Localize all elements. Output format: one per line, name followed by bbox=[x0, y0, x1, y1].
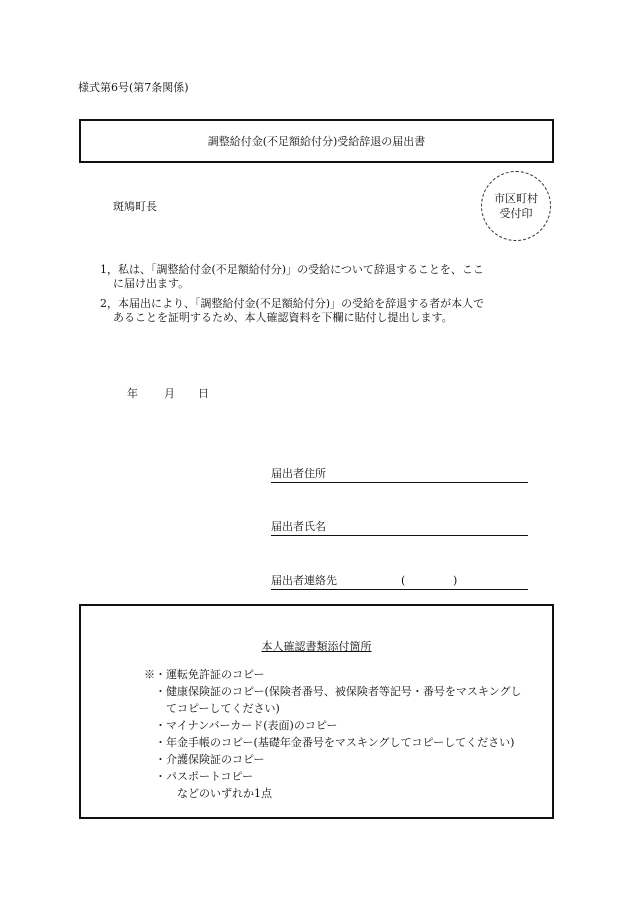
date-month: 月 bbox=[164, 387, 175, 400]
stamp-line2: 受付印 bbox=[499, 207, 533, 220]
statement-1-line1: 1，私は、「調整給付金(不足額給付分)」の受給について辞退することを、ここ bbox=[100, 263, 484, 276]
title-box bbox=[79, 119, 554, 163]
statement-2-line1: 2，本届出により、「調整給付金(不足額給付分)」の受給を辞退する者が本人で bbox=[100, 297, 485, 310]
address-label: 届出者住所 bbox=[271, 467, 326, 480]
name-field[interactable] bbox=[271, 520, 528, 536]
address-field[interactable] bbox=[271, 467, 528, 483]
id-document-list bbox=[144, 666, 522, 802]
date-year: 年 bbox=[127, 387, 138, 400]
form-title: 調整給付金(不足額給付分)受給辞退の届出書 bbox=[207, 135, 426, 148]
list-item: ・健康保険証のコピー(保険者番号、被保険者等記号・番号をマスキングし bbox=[155, 685, 522, 698]
attachment-heading-wrap bbox=[81, 638, 552, 654]
stamp-line1: 市区町村 bbox=[494, 192, 538, 205]
contact-label: 届出者連絡先 bbox=[271, 574, 337, 587]
contact-paren-open: ( bbox=[401, 574, 406, 587]
list-item: ・マイナンバーカード(表面)のコピー bbox=[155, 719, 338, 732]
reception-stamp-area bbox=[481, 171, 551, 241]
list-item: などのいずれか1点 bbox=[177, 787, 272, 800]
list-item: ・パスポートコピー bbox=[155, 770, 254, 783]
name-label: 届出者氏名 bbox=[271, 520, 326, 533]
date-day: 日 bbox=[198, 387, 209, 400]
statement-2-line2: あることを証明するため、本人確認資料を下欄に貼付し提出します。 bbox=[113, 311, 453, 324]
statement-1-line2: に届け出ます。 bbox=[113, 277, 190, 290]
attachment-heading: 本人確認書類添付箇所 bbox=[261, 640, 372, 653]
list-item: ・介護保険証のコピー bbox=[155, 753, 265, 766]
list-item: てコピーしてください) bbox=[166, 702, 280, 715]
contact-field[interactable] bbox=[271, 574, 528, 590]
list-item: ・年金手帳のコピー(基礎年金番号をマスキングしてコピーしてください) bbox=[155, 736, 515, 749]
form-number: 様式第6号(第7条関係) bbox=[78, 81, 189, 94]
list-item: ※・運転免許証のコピー bbox=[144, 668, 265, 681]
contact-paren-close: ) bbox=[453, 574, 458, 587]
addressee: 斑鳩町長 bbox=[113, 200, 157, 213]
